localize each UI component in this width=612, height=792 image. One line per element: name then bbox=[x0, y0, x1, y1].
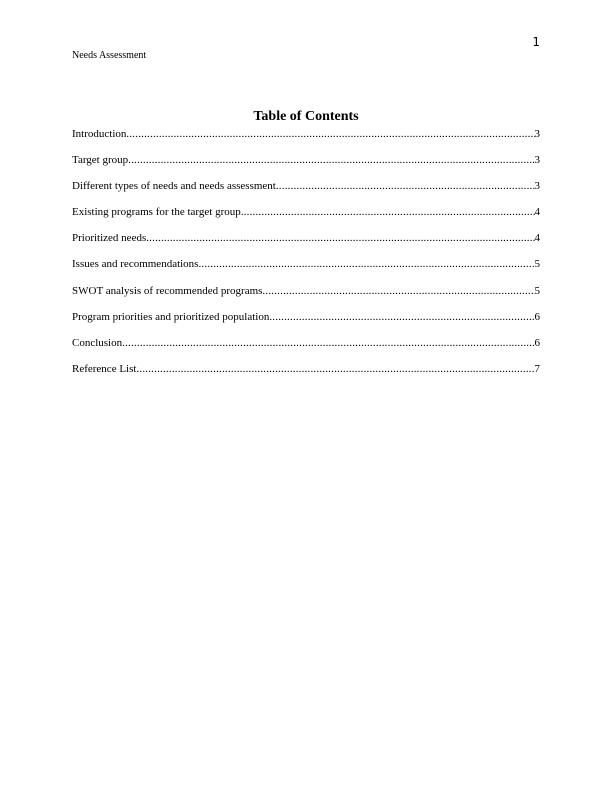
toc-dot-leader bbox=[122, 336, 534, 350]
toc-dot-leader bbox=[146, 231, 534, 245]
toc-entry-page: 3 bbox=[534, 128, 540, 140]
toc-dot-leader bbox=[136, 362, 534, 376]
toc-dot-leader bbox=[128, 153, 534, 167]
toc-entry-reference-list[interactable] bbox=[72, 362, 540, 388]
toc-entry-label: Program priorities and prioritized population bbox=[72, 310, 270, 323]
toc-entry-page: 3 bbox=[534, 180, 540, 193]
toc-dot-leader bbox=[276, 179, 535, 193]
toc-entry-page: 4 bbox=[534, 206, 540, 219]
toc-entry-label: Introduction bbox=[72, 128, 127, 140]
toc-entry-page: 6 bbox=[534, 310, 540, 323]
toc-dot-leader bbox=[241, 205, 535, 219]
toc-entry-label: Conclusion bbox=[72, 336, 123, 349]
toc-entry-label: Reference List bbox=[72, 362, 137, 375]
toc-entry-page: 4 bbox=[534, 232, 540, 245]
toc-entry-label: Issues and recommendations bbox=[72, 258, 199, 271]
toc-entry-prioritized-needs[interactable] bbox=[72, 231, 540, 257]
toc-entry-label: SWOT analysis of recommended programs bbox=[72, 284, 263, 297]
toc-entry-program-priorities[interactable] bbox=[72, 310, 540, 336]
toc-entry-label: Different types of needs and needs assessment bbox=[72, 180, 276, 193]
toc-entry-page: 7 bbox=[534, 362, 540, 375]
toc-list bbox=[72, 127, 540, 388]
toc-entry-page: 5 bbox=[534, 284, 540, 297]
toc-entry-page: 6 bbox=[534, 336, 540, 349]
toc-entry-target-group[interactable] bbox=[72, 153, 540, 179]
running-head: Needs Assessment bbox=[72, 50, 147, 61]
toc-entry-label: Target group bbox=[72, 154, 129, 167]
toc-dot-leader bbox=[262, 284, 534, 298]
toc-dot-leader bbox=[126, 127, 534, 141]
toc-entry-needs-types[interactable] bbox=[72, 179, 540, 205]
page-number: 1 bbox=[532, 35, 540, 49]
toc-entry-conclusion[interactable] bbox=[72, 336, 540, 362]
toc-entry-existing-programs[interactable] bbox=[72, 205, 540, 231]
toc-entry-introduction[interactable] bbox=[72, 127, 540, 153]
toc-entry-label: Prioritized needs bbox=[72, 232, 147, 245]
toc-dot-leader bbox=[198, 257, 534, 271]
toc-entry-page: 3 bbox=[534, 154, 540, 167]
toc-entry-issues-recommendations[interactable] bbox=[72, 257, 540, 283]
toc-entry-page: 5 bbox=[534, 258, 540, 271]
toc-dot-leader bbox=[269, 310, 534, 324]
toc-title: Table of Contents bbox=[253, 109, 359, 124]
toc-entry-label: Existing programs for the target group bbox=[72, 206, 241, 219]
toc-entry-swot-analysis[interactable] bbox=[72, 284, 540, 310]
